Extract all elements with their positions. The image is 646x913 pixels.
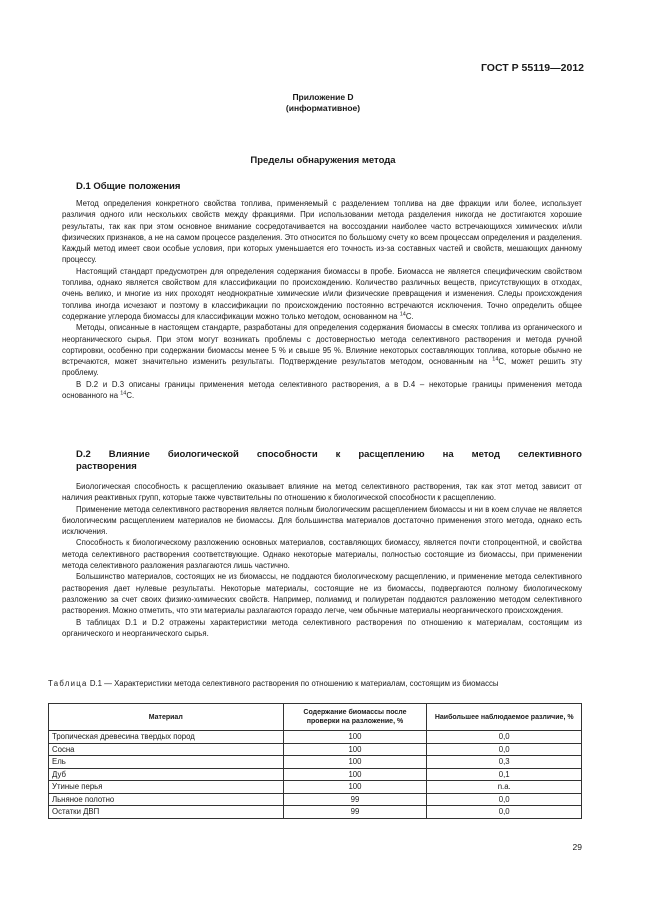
table-row — [49, 781, 582, 794]
paragraph: Методы, описанные в настоящем стандарте, разработаны для определения содержания биомассы в смесях топлива из органического и неорганического сырья. При этом могут возникать проблемы с достоверностью метода селективного растворения и метода ручной сортировки, особенно при содержании биомассы менее 5 % и свыше 95 %. Влияние некоторых составляющих топлива, которые обычно не встречаются, может значительно изменить результаты. Подтверждение результатов методом, основанным на $^{14}$C, может решить эту проблему. — [62, 323, 582, 378]
table-cell: 0,0 — [427, 793, 582, 806]
table-row — [49, 806, 582, 819]
table-cell: 0,0 — [427, 731, 582, 744]
appendix-subtitle: (информативное) — [285, 103, 361, 113]
standard-header: ГОСТ Р 55119—2012 — [480, 62, 584, 74]
column-header: Наибольшее наблюдаемое различие, % — [427, 704, 582, 731]
table-cell: 0,0 — [427, 743, 582, 756]
table-cell: 100 — [283, 731, 427, 744]
paragraph: Биологическая способность к расщеплению оказывает влияние на метод селективного растворения, так как этот метод зависит от наличия реактивных групп, которые также чувствительны по отношению к биологической способности к расщеплению. — [62, 482, 582, 503]
table-cell: 0,3 — [427, 756, 582, 769]
section-2-heading: D.2 Влияние биологической способности к расщеплению на метод селективного растворения — [76, 449, 582, 472]
table-caption: Таблица D.1 — Характеристики метода селективного растворения по отношению к материалам, состоящим из биомассы — [48, 679, 499, 688]
table-cell: 100 — [283, 781, 427, 794]
data-table — [48, 703, 582, 819]
table-row — [49, 793, 582, 806]
appendix-title: Приложение D — [292, 92, 354, 102]
paragraph: Способность к биологическому разложению основных материалов, составляющих биомассу, является почти стопроцентной, и свойства метода селективного растворения соответствующие. Однако некоторые материалы, полностью состоящие из биомассы, при применении метода селективного разложения разлагаются лишь частично. — [62, 538, 582, 571]
table-cell: Сосна — [49, 743, 284, 756]
section-1-body — [62, 198, 582, 401]
table-cell: 0,0 — [427, 806, 582, 819]
table-row — [49, 756, 582, 769]
section-2-body — [62, 481, 582, 639]
column-header: Материал — [49, 704, 284, 731]
table-cell: 99 — [283, 793, 427, 806]
table-cell: Тропическая древесина твердых пород — [49, 731, 284, 744]
table-cell: 99 — [283, 806, 427, 819]
paragraph: Большинство материалов, состоящих не из биомассы, не поддаются биологическому расщеплению, и применение метода селективного растворения дает нулевые результаты. Некоторые материалы, состоящие не из биомассы, подвергаются полному биологическому разложению за счет своих физико-химических свойств. Например, полиамид и полиуретан поддаются разложению методом селективного растворения. Можно отметить, что эти материалы разлагаются гораздо легче, чем обычные материалы неорганического происхождения. — [62, 572, 582, 616]
table-header-row — [49, 704, 582, 731]
table-row — [49, 743, 582, 756]
section-1-heading: D.1 Общие положения — [76, 181, 181, 192]
table-cell: n.a. — [427, 781, 582, 794]
paragraph: В D.2 и D.3 описаны границы применения метода селективного растворения, а в D.4 – некоторые границы применения метода основанного на $^{14}$C. — [62, 379, 582, 401]
table-cell: 100 — [283, 756, 427, 769]
paragraph: Применение метода селективного растворения является полным биологическим расщеплением биомассы и ни в коем случае не является биологическим расщеплением материалов не биомассы. Для большинства материалов достаточно применения этого метода, однако есть исключения. — [62, 504, 582, 537]
table-cell: 100 — [283, 768, 427, 781]
table-cell: 100 — [283, 743, 427, 756]
paragraph: В таблицах D.1 и D.2 отражены характеристики метода селективного растворения по отношению к материалам, состоящим из органического и неорганического сырья. — [62, 617, 582, 638]
table-row — [49, 768, 582, 781]
table-cell: Ель — [49, 756, 284, 769]
page-number: 29 — [572, 842, 582, 852]
table-cell: Утиные перья — [49, 781, 284, 794]
table-cell: Остатки ДВП — [49, 806, 284, 819]
main-title: Пределы обнаружения метода — [250, 155, 396, 166]
table-cell: Льняное полотно — [49, 793, 284, 806]
table-cell: Дуб — [49, 768, 284, 781]
table-cell: 0,1 — [427, 768, 582, 781]
paragraph: Настоящий стандарт предусмотрен для определения содержания биомассы в пробе. Биомасса не является специфическим свойством топлива, однако является свойством для классификации по происхождению. Количество различных веществ, присутствующих в отходах, очень велико, и многие из них проходят неоднократные химические и/или физические превращения и изменения. Следы происхождения топлива иногда исчезают и поэтому в классификации по происхождению постоянно встречаются исключения. Точно определить общее содержание углерода биомассы для классификации можно только методом, основанном на $^{14}$C. — [62, 266, 582, 321]
table-row — [49, 731, 582, 744]
paragraph: Метод определения конкретного свойства топлива, применяемый с разделением топлива на две фракции или более, использует различия одного или нескольких свойств между фракциями. При использовании метода разделения никогда не достигаются хорошие результаты, так как при этом основное внимание сосредотачивается на воссоздании наиболее часто встречающихся химических и/или физических признаков, а не на самом процессе разделения. Это относится по большому счету ко всем процессам определения и разделения. Каждый метод имеет свои особые условия, при которых уменьшается его точность из-за составных частей и свойств, мешающих данному процессу. — [62, 199, 582, 265]
column-header: Содержание биомассы после проверки на разложение, % — [283, 704, 427, 731]
